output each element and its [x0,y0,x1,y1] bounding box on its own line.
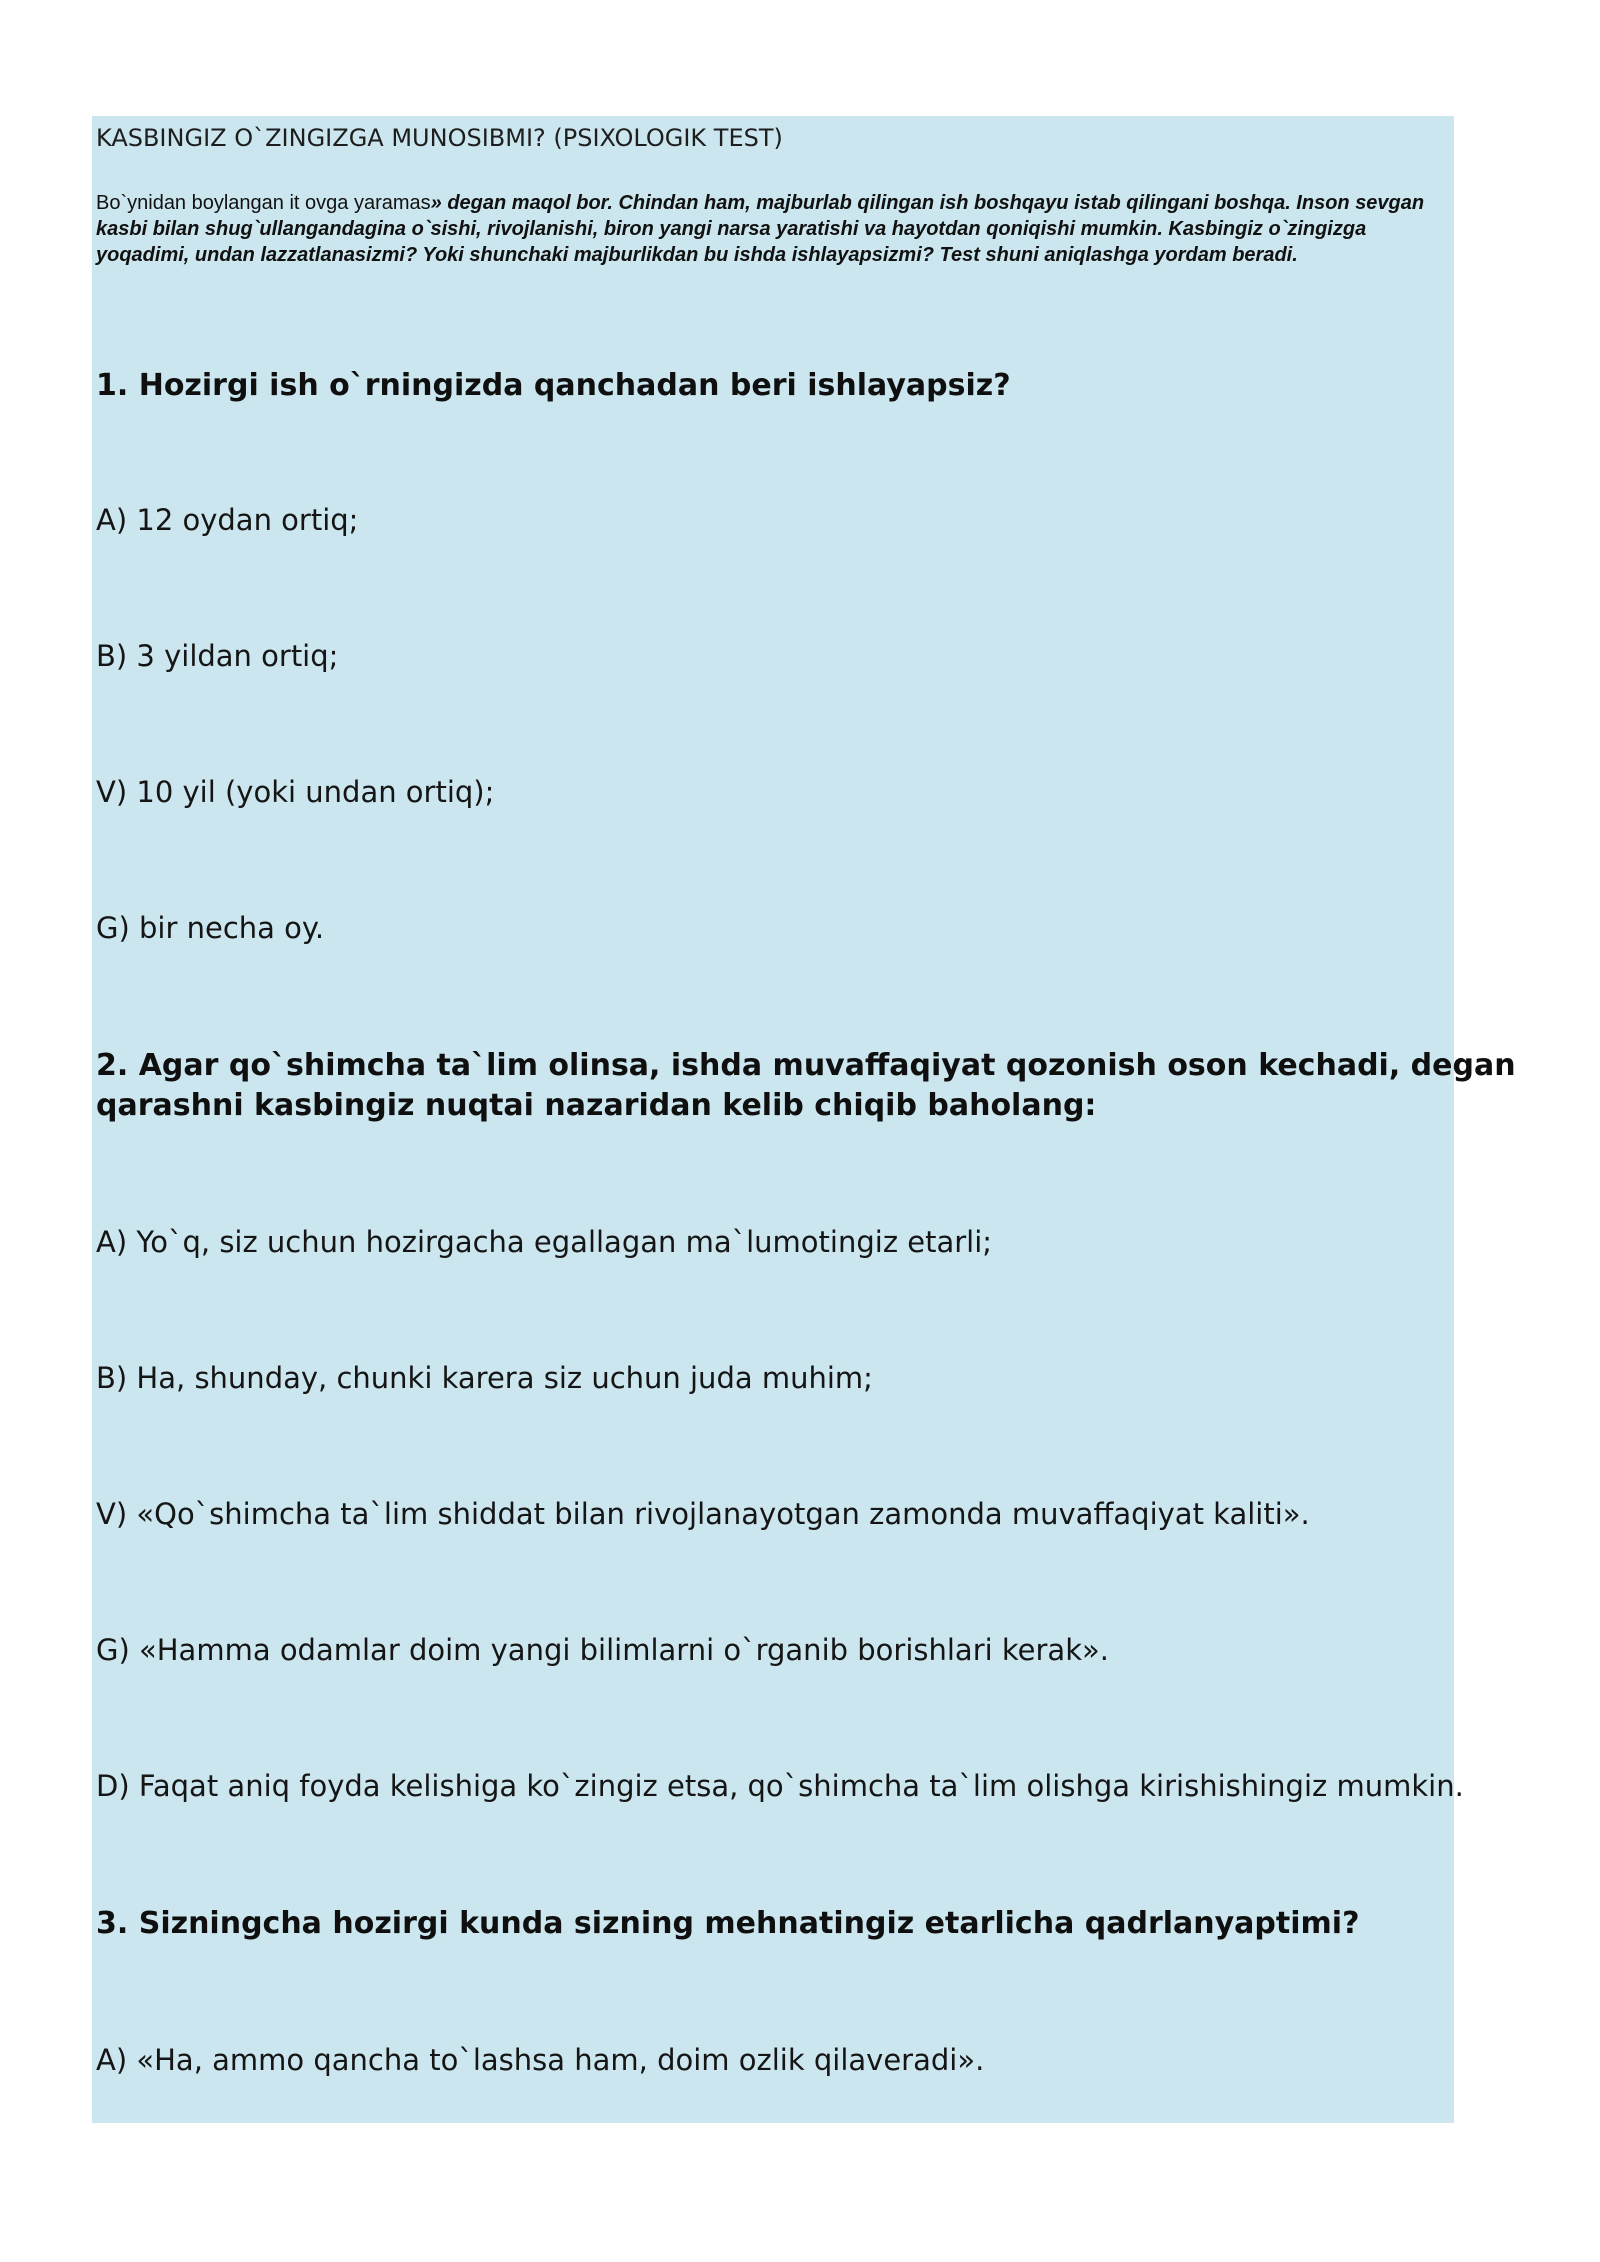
answer-1v: V) 10 yil (yoki undan ortiq); [96,775,495,809]
intro-emphasis-text: » degan maqol bor. Chindan ham, majburlab qilingan ish boshqayu istab qilingani boshqa. Inson sevgan kasbi bilan shug`ullangandagina o`sishi, rivojlanishi, biron yangi narsa yaratishi va hayotdan qoniqishi mumkin. Kasbingiz o`zingizga yoqadimi, undan lazzatlanasizmi? Yoki shunchaki majburlikdan bu ishda ishlayapsizmi? Test shuni aniqlashga yordam beradi. [96,192,1425,266]
answer-1g: G) bir necha oy. [96,911,325,945]
answer-2v: V) «Qo`shimcha ta`lim shiddat bilan rivojlanayotgan zamonda muvaffaqiyat kaliti». [96,1497,1310,1531]
answer-1a: A) 12 oydan ortiq; [96,503,359,537]
answer-2b: B) Ha, shunday, chunki karera siz uchun juda muhim; [96,1361,873,1395]
question-3: 3. Sizningcha hozirgi kunda sizning mehnatingiz etarlicha qadrlanyaptimi? [96,1906,1360,1941]
answer-2g: G) «Hamma odamlar doim yangi bilimlarni o`rganib borishlari kerak». [96,1633,1109,1667]
question-1: 1. Hozirgi ish o`rningizda qanchadan beri ishlayapsiz? [96,368,1011,403]
question-2-line-1: 2. Agar qo`shimcha ta`lim olinsa, ishda muvaffaqiyat qozonish oson kechadi, degan [96,1048,1516,1083]
answer-2d: D) Faqat aniq foyda kelishiga ko`zingiz etsa, qo`shimcha ta`lim olishga kirishishingiz mumkin. [96,1769,1464,1803]
question-2-line-2: qarashni kasbingiz nuqtai nazaridan kelib chiqib baholang: [96,1088,1097,1123]
intro-plain-text: Bo`ynidan boylangan it ovga yaramas [96,192,431,214]
answer-1b: B) 3 yildan ortiq; [96,639,339,673]
answer-3a: A) «Ha, ammo qancha to`lashsa ham, doim ozlik qilaveradi». [96,2043,985,2077]
answer-2a: A) Yo`q, siz uchun hozirgacha egallagan ma`lumotingiz etarli; [96,1225,993,1259]
intro-paragraph [96,190,1436,268]
document-title: KASBINGIZ O`ZINGIZGA MUNOSIBMI? (PSIXOLOGIK TEST) [96,124,783,152]
